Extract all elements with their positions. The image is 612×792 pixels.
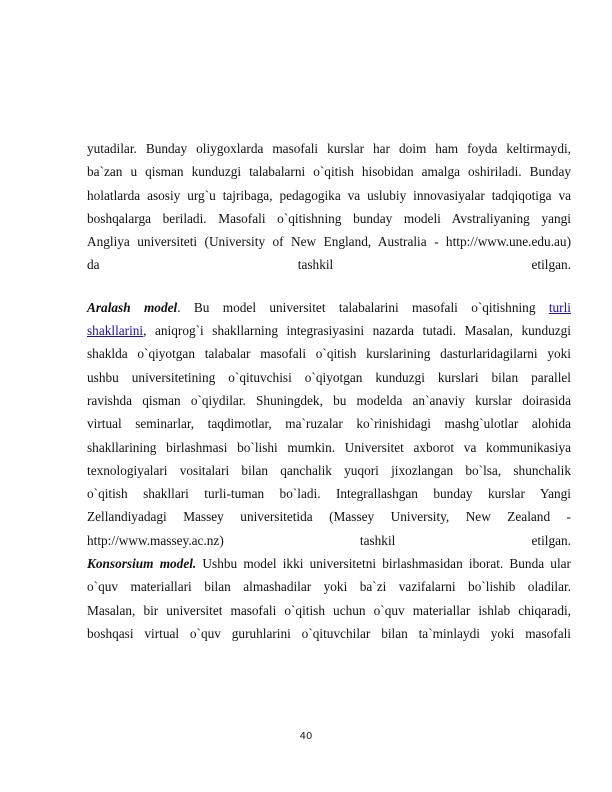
text-line: yutadilar. Bunday oliygoxlarda masofali kurslar har doim ham foyda keltirmaydi, <box>87 141 571 156</box>
text-line: Angliya universiteti (University of New England, Australia - http://www.une.edu.au) <box>87 234 571 250</box>
paragraph-2 <box>87 296 571 552</box>
page-number: 40 <box>299 731 313 742</box>
text-line: ravishda qisman o`qiydilar. Shuningdek, bu modelda an`anaviy kurslar doirasida <box>87 392 571 408</box>
text-line: shaklda o`qiyotgan talabalar masofali o`qitish kurslarining dasturlaridagilarni yoki <box>87 346 571 362</box>
link-turli-shakllarini-part2[interactable]: shakllarini <box>87 323 144 339</box>
text-run: . Bu model universitet talabalarini masofali o`qitishning <box>177 299 536 315</box>
text-run: , aniqrog`i shakllarning integrasiyasini nazarda tutadi. Masalan, kunduzgi <box>143 323 571 339</box>
text-line: http://www.massey.ac.nz) tashkil etilgan. <box>87 532 571 548</box>
paragraph-3 <box>87 552 571 645</box>
text-run: Ushbu model ikki universitetni birlashmasidan iborat. Bunda ular <box>196 556 571 572</box>
document-body <box>87 137 571 645</box>
paragraph-spacer <box>87 277 571 296</box>
text-line: o`quv materiallari bilan almashadilar yoki ba`zi vazifalarni bo`lishib oladilar. <box>87 579 571 595</box>
term-aralash-model: Aralash model <box>87 299 178 315</box>
term-konsorsium-model: Konsorsium model. <box>87 556 197 572</box>
text-line: boshqalarga beriladi. Masofali o`qitishning bunday modeli Avstraliyaning yangi <box>87 210 571 226</box>
text-line: da tashkil etilgan. <box>87 257 571 273</box>
text-line: Zellandiyadagi Massey universitetida (Massey University, New Zealand - <box>87 509 571 525</box>
text-line: ba`zan u qisman kunduzgi talabalarni o`qitish hisobidan amalga oshiriladi. Bunday <box>87 164 571 180</box>
text-line <box>87 296 571 319</box>
text-line: holatlarda asosiy urg`u tajribaga, pedagogika va uslubiy innovasiyalar tadqiqotiga va <box>87 187 571 203</box>
text-line: shakllarining birlashmasi bo`lishi mumkin. Universitet axborot va kommunikasiya <box>87 439 571 455</box>
text-line <box>87 552 571 575</box>
text-line: virtual seminarlar, taqdimotlar, ma`ruzalar ko`rinishidagi mashg`ulotlar alohida <box>87 416 571 432</box>
text-line: boshqasi virtual o`quv guruhlarini o`qituvchilar bilan ta`minlaydi yoki masofali <box>87 625 571 641</box>
text-line <box>87 319 571 342</box>
paragraph-1 <box>87 137 571 277</box>
text-line: ushbu universitetining o`qituvchisi o`qiyotgan kunduzgi kurslari bilan parallel <box>87 369 571 385</box>
text-line: o`qitish shakllari turli-tuman bo`ladi. Integrallashgan bunday kurslar Yangi <box>87 486 571 502</box>
text-line: texnologiyalari vositalari bilan qanchalik yuqori jixozlangan bo`lsa, shunchalik <box>87 462 571 478</box>
link-turli-shakllarini-part1[interactable]: turli <box>548 299 572 315</box>
text-line: Masalan, bir universitet masofali o`qitish uchun o`quv materiallar ishlab chiqaradi, <box>87 602 571 618</box>
